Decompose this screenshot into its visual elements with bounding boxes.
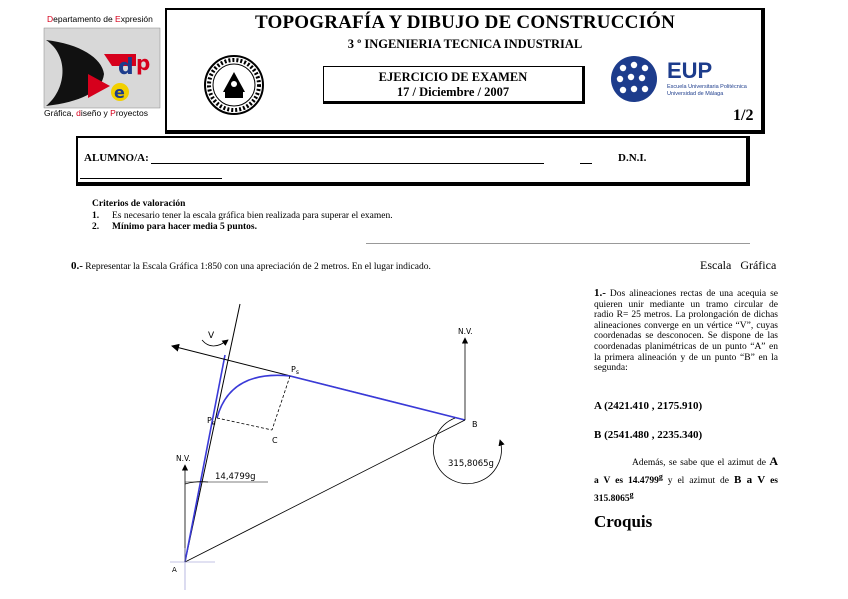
criteria-item: 2. Mínimo para hacer media 5 puntos. (92, 222, 257, 232)
page-number: 1/2 (733, 107, 754, 124)
student-name-field-continuation[interactable] (80, 178, 222, 179)
page-title: TOPOGRAFÍA Y DIBUJO DE CONSTRUCCIÓN (254, 12, 676, 33)
eup-logo-icon (609, 54, 659, 104)
svg-text:p: p (136, 51, 151, 75)
sketch-diagram (0, 290, 590, 595)
student-name-label: ALUMNO/A: (84, 152, 149, 164)
scale-label: Escala Gráfica (700, 258, 777, 272)
label-b: B (472, 420, 478, 429)
exam-label: EJERCICIO DE EXAMEN (378, 70, 528, 84)
department-name: Departamento de Expresión (47, 14, 153, 24)
dni-label: D.N.I. (618, 152, 647, 164)
label-c: C (272, 436, 278, 445)
vertex-angle (202, 340, 228, 346)
coordinate-b: B (2541.480 , 2235.340) (594, 429, 703, 441)
exam-date: 17 / Diciembre / 2007 (396, 85, 510, 99)
label-ps: $P_s$ (291, 365, 299, 376)
label-azimuth-b: 315,8065g (448, 459, 494, 469)
alignment-a (185, 355, 225, 562)
criteria-title: Criterios de valoración (92, 199, 186, 209)
section-divider (366, 243, 750, 244)
label-pe: $P_e$ (207, 416, 216, 427)
radius-ps-c (272, 376, 290, 430)
azimuth-text: Además, se sabe que el azimut de A a V es 14.4799$^g$ y el azimut de B a V es 315.8065$^g$ (594, 454, 778, 505)
eup-subtitle: Escuela Universitaria Politécnica Universidad de Málaga (667, 84, 747, 97)
page-subtitle: 3 º INGENIERIA TECNICA INDUSTRIAL (347, 37, 583, 51)
sketch-title: Croquis (594, 512, 653, 531)
label-v: V (208, 331, 215, 341)
department-subname: Gráfica, diseño y Proyectos (44, 108, 148, 118)
separator-dash (580, 163, 592, 164)
circular-arc (217, 375, 290, 418)
svg-text:e: e (114, 83, 125, 102)
label-nv-bottom: N.V. (176, 454, 191, 463)
label-nv-top: N.V. (458, 327, 473, 336)
question-1: 1.- Dos alineaciones rectas de una acequia se quieren unir mediante un tramo circular de radio R= 25 metros. La prolongación de dichas alineaciones converge en un vértice “V”, cuyas coordenadas se desconocen. Se dispone de las coordenadas planimétricas de un punto “A” en la primera alineación y de un punto “B” en la segunda: (594, 287, 778, 374)
eup-name: EUP (667, 58, 713, 83)
label-a: A (172, 566, 177, 574)
radius-pe-c (217, 418, 272, 430)
svg-text:d: d (118, 55, 134, 80)
azimuth-arc-b (433, 418, 501, 484)
label-azimuth-a: 14,4799g (215, 472, 256, 482)
criteria-item: 1. Es necesario tener la escala gráfica bien realizada para superar el examen. (92, 211, 393, 221)
student-name-field[interactable] (151, 163, 544, 164)
line-a-b (185, 420, 465, 562)
exam-box (323, 66, 585, 104)
question-0: 0.- Representar la Escala Gráfica 1:850 con una apreciación de 2 metros. En el lugar indicado. (71, 260, 431, 272)
alignment-b (290, 376, 465, 420)
coordinate-a: A (2421.410 , 2175.910) (594, 400, 703, 412)
university-seal-icon (203, 54, 265, 116)
